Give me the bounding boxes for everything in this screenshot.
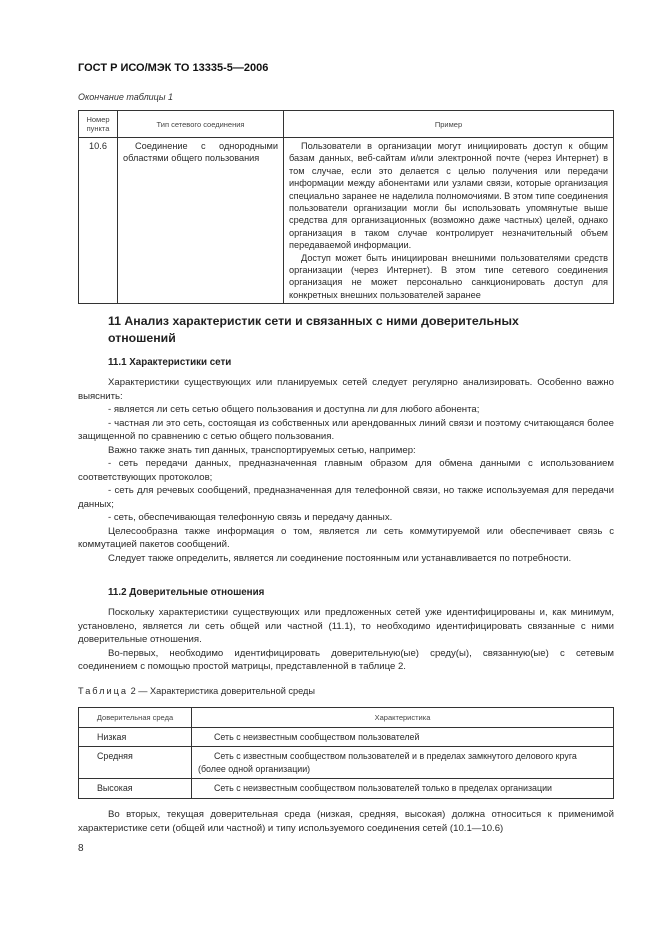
trust-level: Средняя: [79, 747, 192, 779]
table2-caption-prefix: Таблица: [78, 686, 129, 696]
item-number: 10.6: [79, 138, 118, 304]
trust-level: Высокая: [79, 779, 192, 798]
paragraph: Во-первых, необходимо идентифицировать доверительную(ые) среду(ы), связанную(ые) с сетевым соединением с помощью простой матрицы, представленной в таблице 2.: [78, 647, 614, 672]
paragraph: - сеть, обеспечивающая телефонную связь и передачу данных.: [108, 512, 393, 523]
table2-caption-text: 2 — Характеристика доверительной среды: [130, 686, 315, 696]
page-number: 8: [78, 843, 84, 854]
paragraph: Следует также определить, является ли соединение постоянным или устанавливается по потребности.: [108, 552, 572, 564]
trust-description: Сеть с неизвестным сообществом пользователей: [192, 728, 614, 747]
section-11-heading: 11 Анализ характеристик сети и связанных с ними доверительных отношений: [108, 314, 519, 345]
paragraph: Во вторых, текущая доверительная среда (низкая, средняя, высокая) должна относиться к применимой характеристике сети (общей или частной) и типу используемого соединения сетей (10.1—10.6): [78, 809, 614, 834]
paragraph: Важно также знать тип данных, транспортируемых сетью, например:: [108, 444, 416, 456]
table-row: [79, 728, 614, 747]
table-header-row: [79, 708, 614, 728]
column-header: Тип сетевого соединения: [118, 111, 284, 138]
trust-description: Сеть с неизвестным сообществом пользователей только в пределах организации: [192, 779, 614, 798]
section-11-1-heading: 11.1 Характеристики сети: [108, 357, 232, 368]
trust-level: Низкая: [79, 728, 192, 747]
table-row: [79, 779, 614, 798]
example-paragraph: Доступ может быть инициирован внешними пользователями средств организации (через Интернет). В этом типе сетевого соединения организация не может персонально санкционировать доступ для конкретных внешних пользователей заранее: [289, 252, 608, 300]
table-2: [78, 707, 614, 799]
closing-body: [78, 808, 614, 835]
column-header: Номер пункта: [79, 111, 118, 138]
table-row: [79, 747, 614, 779]
paragraph: - является ли сеть сетью общего пользования и доступна ли для любого абонента;: [108, 404, 480, 415]
connection-type: Соединение с однородными областями общего пользования: [118, 138, 284, 304]
table2-caption: [78, 686, 315, 696]
paragraph: - частная ли это сеть, состоящая из собственных или арендованных линий связи и поэтому считающаяся более защищенной по сравнению с сетью общего пользования.: [78, 417, 614, 442]
paragraph: Характеристики существующих или планируемых сетей следует регулярно анализировать. Особенно важно выяснить:: [78, 377, 614, 402]
example-cell: [284, 138, 614, 304]
column-header: Пример: [284, 111, 614, 138]
paragraph: Целесообразна также информация о том, является ли сеть коммутируемой или обеспечивает связь с коммутацией пакетов сообщений.: [78, 525, 614, 550]
table1-caption: Окончание таблицы 1: [78, 92, 173, 102]
paragraph: Поскольку характеристики существующих или предложенных сетей уже идентифицированы и, как минимум, установлено, является ли сеть общей или частной (11.1), то необходимо идентифицировать связанные с ними доверительные отношения.: [78, 607, 614, 645]
section-11-2-heading: 11.2 Доверительные отношения: [108, 587, 265, 598]
document-header: ГОСТ Р ИСО/МЭК ТО 13335-5—2006: [78, 62, 269, 74]
column-header: Характеристика: [192, 708, 614, 728]
trust-description: Сеть с известным сообществом пользователей и в пределах замкнутого делового круга (более одной организации): [192, 747, 614, 779]
example-paragraph: Пользователи в организации могут инициировать доступ к общим базам данных, веб-сайтам и/или электронной почте (через Интернет) в том случае, если это делается с целью получения или передачи информации между абонентами или узлами связи, которые организация специально заранее не наделила полномочиями. В этом типе соединения пользователи организации могли бы использовать упомянутые выше средства для организационных (возможно даже частных) целей, однако организация в таком случае контролирует незначительный объем передаваемой информации.: [289, 141, 608, 251]
table-row: [79, 138, 614, 304]
section-11-1-body: [78, 376, 614, 565]
table-header-row: [79, 111, 614, 138]
table-1: [78, 110, 614, 304]
section-11-2-body: [78, 606, 614, 674]
paragraph: - сеть передачи данных, предназначенная главным образом для обмена данными с использованием соответствующих протоколов;: [78, 458, 614, 483]
column-header: Доверительная среда: [79, 708, 192, 728]
paragraph: - сеть для речевых сообщений, предназначенная для телефонной связи, но также используемая для передачи данных;: [78, 485, 614, 510]
